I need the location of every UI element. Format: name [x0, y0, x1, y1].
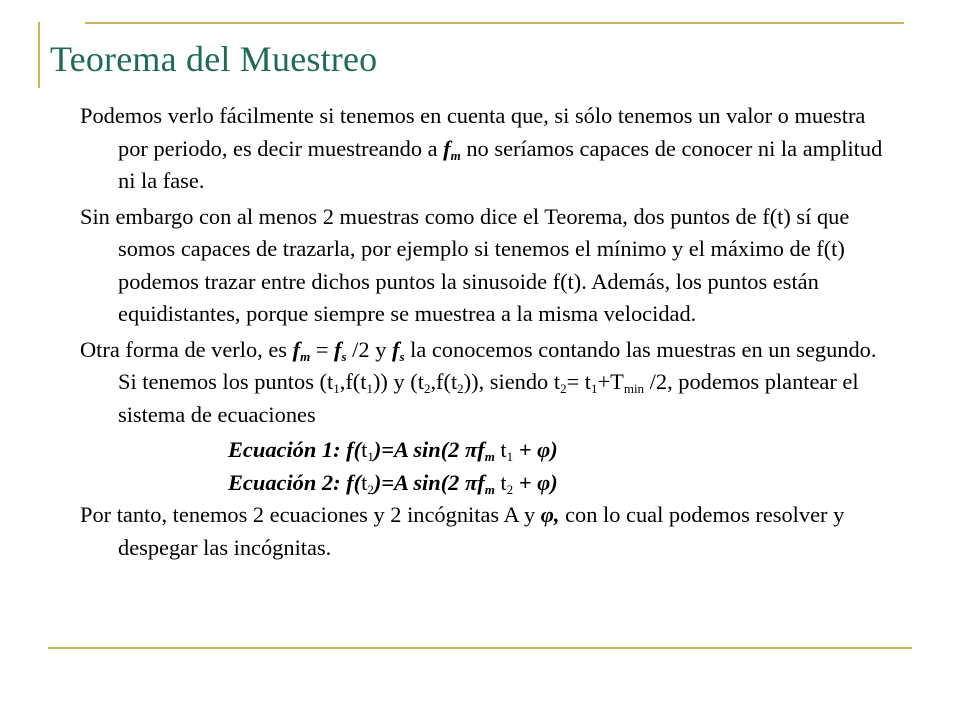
paragraph-3: Otra forma de verlo, es $f_m = f_s$ /2 y $f_s$ la conocemos contando las muestras en un segundo. Si tenemos los puntos $(t_1,f(t_1))$ y $(t_2,f(t_2))$, siendo $t_2= t_1+T_{min}$ /2, podemos plantear el sistema de ecuaciones	[80, 336, 877, 427]
slide-body	[80, 100, 900, 567]
equation-1: Ecuación 1: $f(t_1)=A$ sin(2 $\pi f_m$ $t_1 + \varphi$)	[228, 437, 558, 464]
top-rule	[85, 22, 904, 24]
left-rule	[38, 22, 40, 88]
equation-2: Ecuación 2: $f(t_2)=A$ sin(2 $\pi f_m$ $t_2 + \varphi$)	[228, 469, 558, 497]
bottom-rule	[48, 647, 912, 649]
paragraph-1: Podemos verlo fácilmente si tenemos en cuenta que, si sólo tenemos un valor o muestra por periodo, es decir muestreando a $f_m$ no seríamos capaces de conocer ni la amplitud ni la fase.	[80, 103, 883, 193]
paragraph-2: Sin embargo con al menos 2 muestras como dice el Teorema, dos puntos de f(t) sí que somos capaces de trazarla, por ejemplo si tenemos el mínimo y el máximo de f(t) podemos trazar entre dichos puntos la sinusoide f(t). Además, los puntos están equidistantes, porque siempre se muestrea a la misma velocidad.	[80, 203, 850, 326]
paragraph-4: Por tanto, tenemos 2 ecuaciones y 2 incógnitas A y φ, con lo cual podemos resolver y despegar las incógnitas.	[80, 502, 845, 560]
slide-title: Teorema del Muestreo	[50, 39, 378, 79]
